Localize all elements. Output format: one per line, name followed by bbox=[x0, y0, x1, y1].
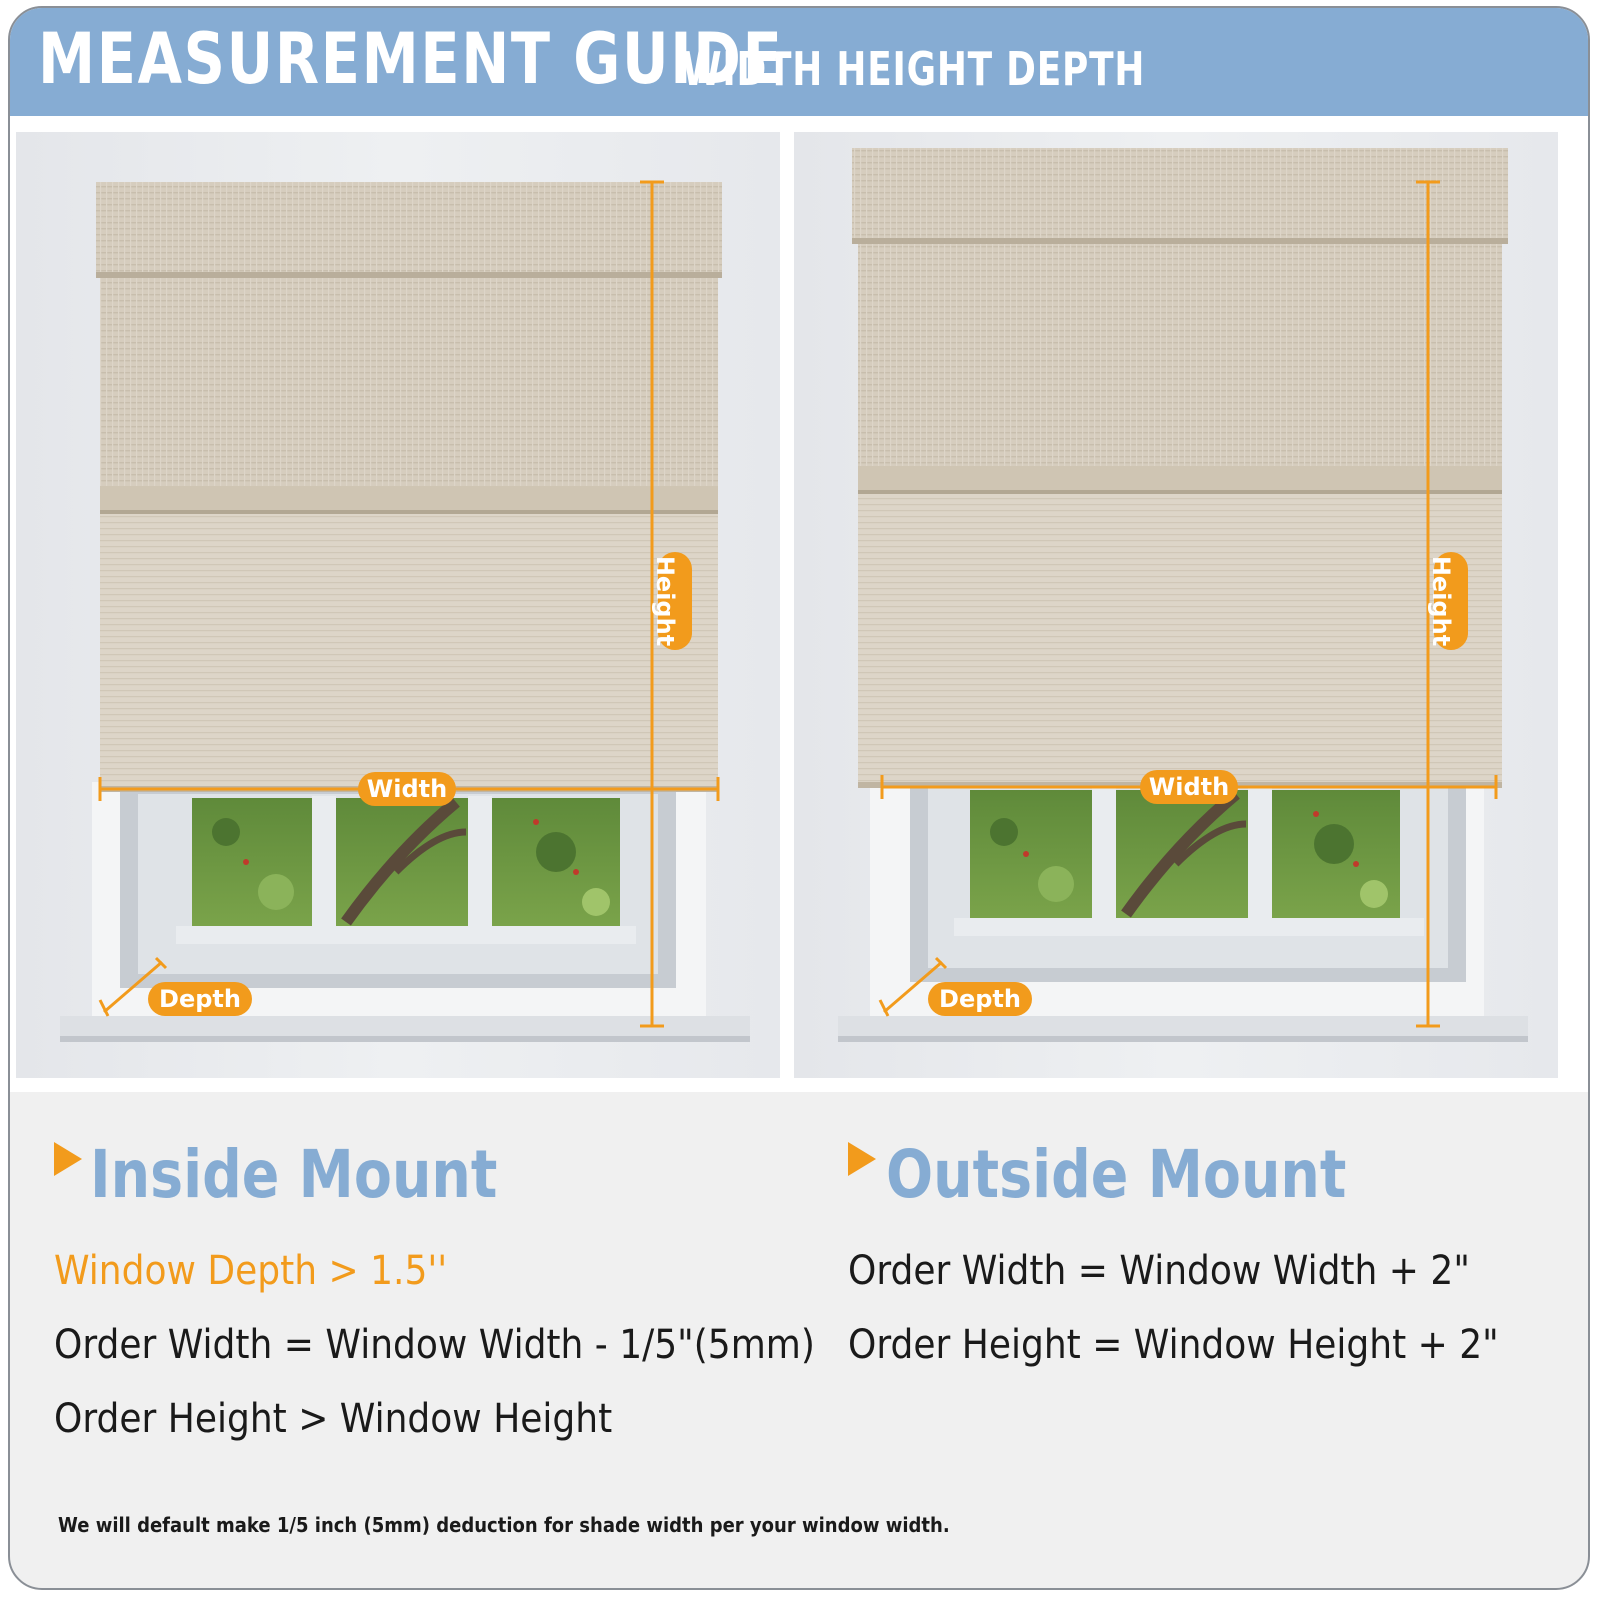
inside-mount-title: Inside Mount bbox=[90, 1136, 498, 1213]
width-label: Width bbox=[366, 775, 448, 803]
inside-mount-illustration bbox=[16, 132, 780, 1078]
depth-label: Depth bbox=[939, 985, 1021, 1013]
depth-label: Depth bbox=[159, 985, 241, 1013]
page-title: MEASUREMENT GUIDE bbox=[38, 18, 784, 100]
outside-mount-illustration bbox=[794, 132, 1558, 1078]
outside-mount-title: Outside Mount bbox=[886, 1136, 1347, 1213]
outside-width-rule: Order Width = Window Width + 2" bbox=[848, 1248, 1470, 1294]
inside-height-rule: Order Height > Window Height bbox=[54, 1396, 613, 1442]
height-label: Height bbox=[651, 555, 679, 647]
measurement-guide-card bbox=[8, 6, 1590, 1590]
roman-shade bbox=[96, 182, 722, 792]
window-view bbox=[192, 798, 620, 926]
deduction-note: We will default make 1/5 inch (5mm) deduction for shade width per your window width. bbox=[58, 1513, 950, 1537]
inside-width-rule: Order Width = Window Width - 1/5"(5mm) bbox=[54, 1322, 815, 1368]
width-label: Width bbox=[1148, 773, 1230, 801]
header-banner bbox=[10, 8, 1588, 116]
roman-shade bbox=[852, 148, 1508, 788]
inside-mount-arrow-icon bbox=[54, 1142, 82, 1176]
outside-mount-arrow-icon bbox=[848, 1142, 876, 1176]
height-label: Height bbox=[1427, 555, 1455, 647]
outside-height-rule: Order Height = Window Height + 2" bbox=[848, 1322, 1499, 1368]
page-subtitle: WIDTH HEIGHT DEPTH bbox=[682, 42, 1146, 96]
window-view bbox=[970, 790, 1400, 918]
inside-depth-rule: Window Depth > 1.5'' bbox=[54, 1248, 448, 1294]
